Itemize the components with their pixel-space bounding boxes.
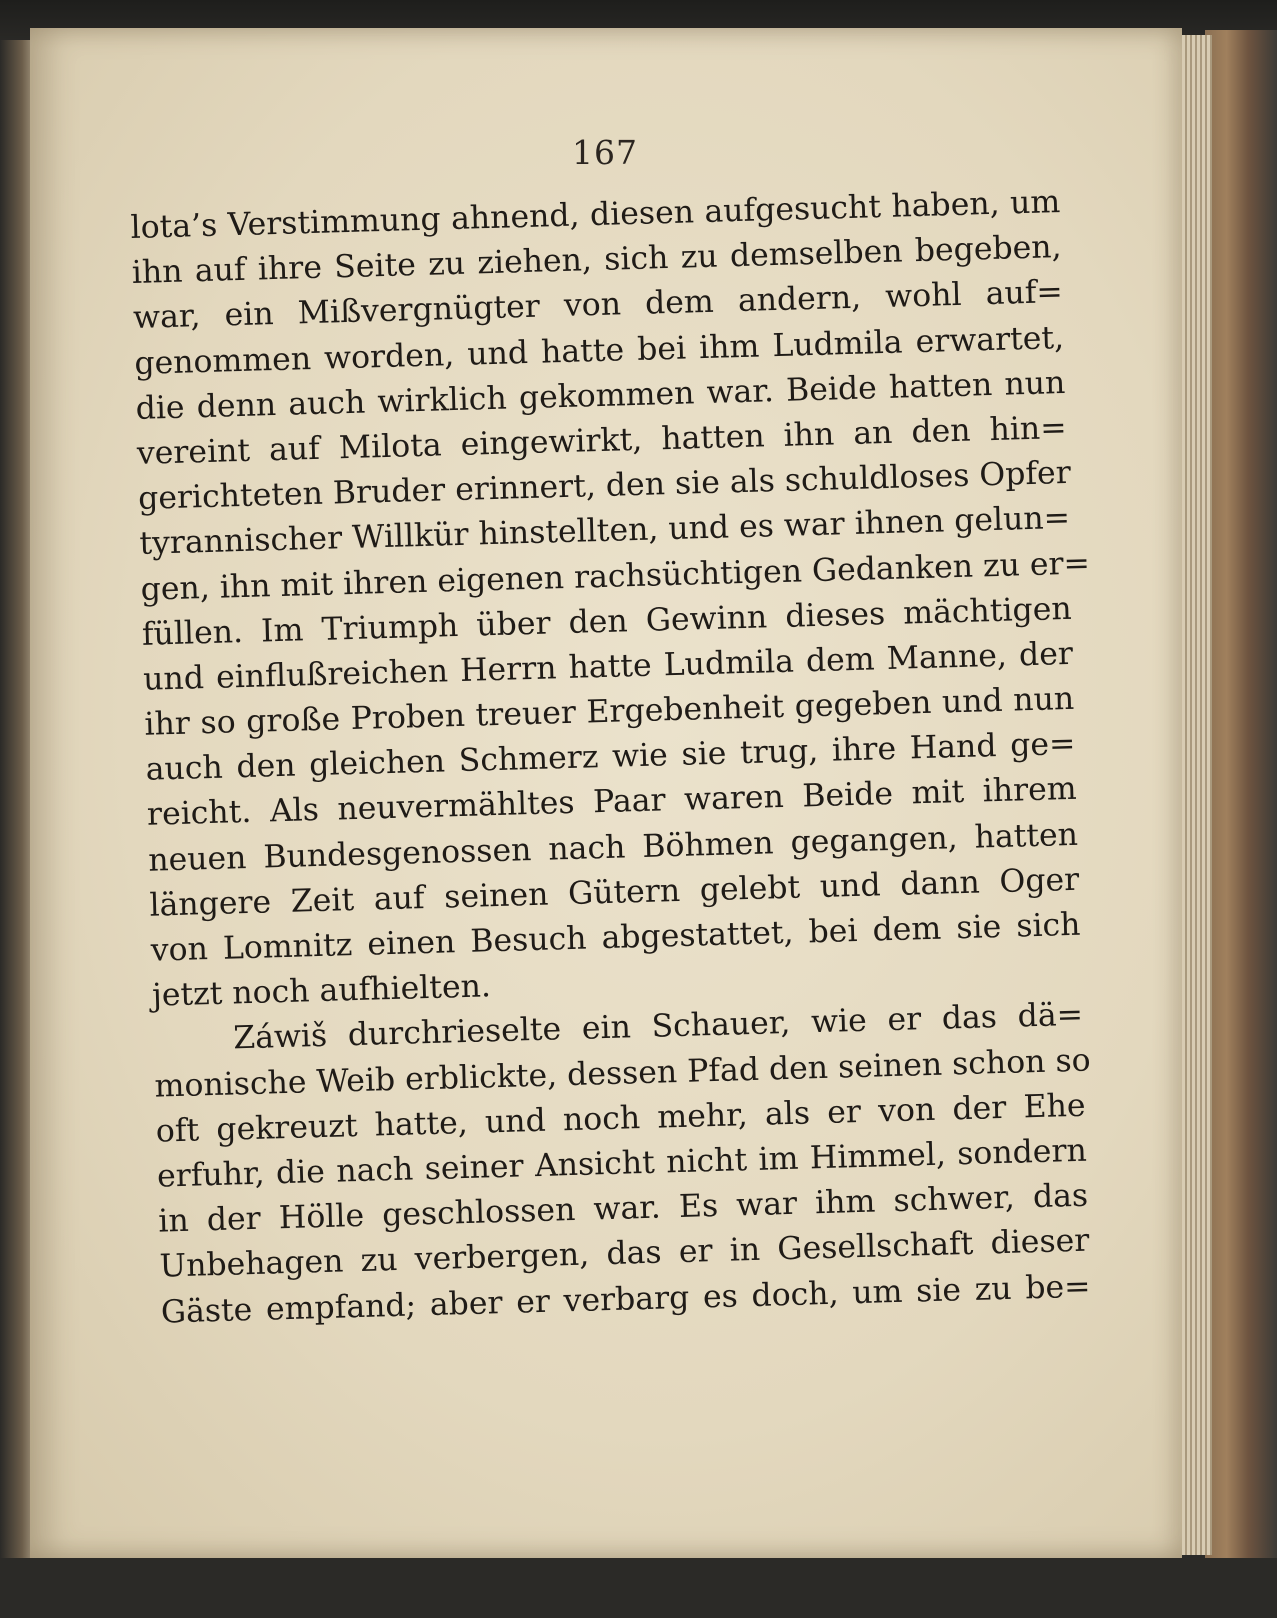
text-line: genommen worden, und hatte bei ihm Ludmila erwartet, <box>133 319 1065 382</box>
text-line: erfuhr, die nach seiner Ansicht nicht im Himmel, sondern <box>156 1132 1088 1195</box>
text-line: längere Zeit auf seinen Gütern gelebt und dann Oger <box>149 861 1080 924</box>
text-line: lota’s Verstimmung ahnend, diesen aufgesucht haben, um <box>130 184 1061 246</box>
text-line: neuen Bundesgenossen nach Böhmen gegangen, hatten <box>147 816 1079 879</box>
book-cover-edge <box>1205 30 1277 1560</box>
text-line: füllen. Im Triumph über den Gewinn dieses mächtigen <box>141 590 1073 653</box>
text-line: Gäste empfand; aber er verbarg es doch, um sie zu be= <box>160 1268 1092 1331</box>
text-line: Unbehagen zu verbergen, das er in Gesellschaft dieser <box>159 1222 1090 1285</box>
text-line: gerichteten Bruder erinnert, den sie als schuldloses Opfer <box>137 454 1072 518</box>
text-line: gen, ihn mit ihren eigenen rachsüchtigen Gedanken zu er= <box>140 544 1091 608</box>
text-line: auch den gleichen Schmerz wie sie trug, ihre Hand ge= <box>145 726 1076 789</box>
text-line: monische Weib erblickte, dessen Pfad den seinen schon so <box>154 1042 1092 1105</box>
text-line: vereint auf Milota eingewirkt, hatten ihn an den hin= <box>136 409 1068 472</box>
text-line: in der Hölle geschlossen war. Es war ihm schwer, das <box>157 1177 1089 1240</box>
paragraph-start-line: Záwiš durchrieselte ein Schauer, wie er das dä= <box>232 997 1084 1057</box>
text-line: oft gekreuzt hatte, und noch mehr, als er von der Ehe <box>155 1087 1086 1150</box>
text-line: die denn auch wirklich gekommen war. Beide hatten nun <box>135 364 1066 427</box>
paragraph-end-line: jetzt noch aufhielten. <box>151 968 492 1014</box>
text-line: tyrannischer Willkür hinstellten, und es war ihnen gelun= <box>138 500 1071 563</box>
text-line: von Lomnitz einen Besuch abgestattet, bei dem sie sich <box>150 906 1081 969</box>
text-line: reicht. Als neuvermähltes Paar waren Beide mit ihrem <box>146 771 1078 834</box>
book-page <box>30 28 1182 1558</box>
text-line: war, ein Mißvergnügter von dem andern, wohl auf= <box>132 274 1064 337</box>
text-line: und einflußreichen Herrn hatte Ludmila dem Manne, der <box>142 635 1074 698</box>
scan-background-bottom <box>0 1558 1277 1618</box>
body-text <box>130 180 1091 1335</box>
text-line: ihn auf ihre Seite zu ziehen, sich zu demselben begeben, <box>131 229 1063 292</box>
page-number: 167 <box>572 133 638 172</box>
text-line: ihr so große Proben treuer Ergebenheit gegeben und nun <box>143 680 1075 743</box>
